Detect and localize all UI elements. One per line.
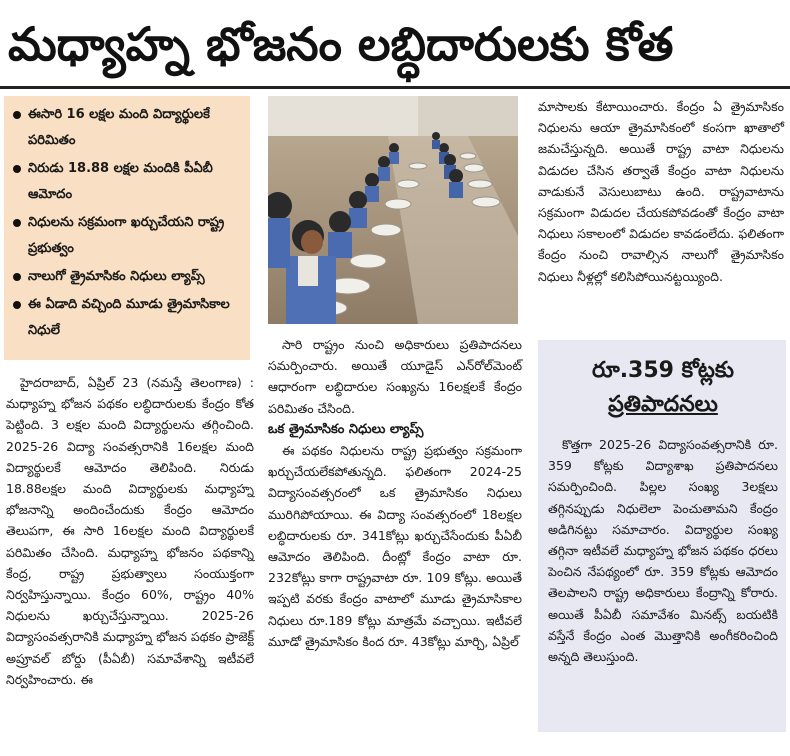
photo-illustration xyxy=(268,96,518,324)
highlight-item: ఈసారి 16 లక్షల మంది విద్యార్థులకే పరిమితం xyxy=(10,102,244,154)
highlight-item: నిధులను సక్రమంగా ఖర్చుచేయని రాష్ట్ర ప్రభుత్వం xyxy=(10,210,244,262)
highlight-item: నాలుగో త్రైమాసికం నిధులు ల్యాప్స్ xyxy=(10,264,244,290)
article-paragraph: హైదరాబాద్, ఏప్రిల్ 23 (నమస్తే తెలంగాణ) : మధ్యాహ్న భోజన పథకం లబ్ధిదారులకు కేంద్రం కోత పెట్టింది. 3 లక్షల మంది విద్యార్థులను తగ్గించింది. 2025-26 విద్యా సంవత్సరానికి 16లక్షల మంది విద్యార్థులకే ఆమోదం తెలిపింది. నిరుడు 18.88లక్షల మంది విద్యార్థులకు మధ్యాహ్న భోజనాన్ని అందించేందుకు కేంద్రం ఆమోదం తెలుపగా, ఈ సారి 16లక్షల మంది విద్యార్థులకే పరిమితం చేసింది. మధ్యాహ్న భోజనం పథకాన్ని కేంద్ర, రాష్ట్ర ప్రభుత్వాలు సంయుక్తంగా నిర్వహిస్తున్నాయి. కేంద్రం 60%, రాష్ట్రం 40% నిధులను ఖర్చుచేస్తున్నాయి. 2025-26 విద్యాసంవత్సరానికి మధ్యాహ్న భోజన పథకం ప్రాజెక్ట్ అప్రూవల్ బోర్డు (పీఏబీ) సమావేశాన్ని ఇటీవలే నిర్వహించారు. ఈ xyxy=(6,375,254,687)
article-column-1 xyxy=(6,372,254,690)
sidebar-title-line-2: ప్రతిపాదనలు xyxy=(608,392,718,417)
headline: మధ్యాహ్న భోజనం లబ్ధిదారులకు కోత xyxy=(8,17,674,71)
highlights-box xyxy=(4,96,250,360)
highlight-item: ఈ ఏడాది వచ్చింది మూడు త్రైమాసికాల నిధులే xyxy=(10,292,244,344)
article-column-2 xyxy=(268,334,522,652)
article-paragraph: ఈ పథకం నిధులను రాష్ట్ర ప్రభుత్వం సక్రమంగా ఖర్చుచేయలేకపోతున్నది. ఫలితంగా 2024-25 విద్యాసంవత్సరంలో ఒక త్రైమాసికం నిధులు మురిగిపోయాయి. ఈ విద్యా సంవత్సరంలో 18లక్షల లబ్ధిదారులకు రూ. 341కోట్లు ఖర్చుచేసేందుకు పీఏబీ ఆమోదం తెలిపింది. దీంట్లో కేంద్రం వాటా రూ. 232కోట్లు కాగా రాష్ట్రవాటా రూ. 109 కోట్లు. అయితే ఇప్పటి వరకు కేంద్రం వాటాలో మూడు త్రైమాసికాల నిధులు రూ.189 కోట్లు మాత్రమే వచ్చాయి. ఇటీవలే మూడో త్రైమాసికం కింద రూ. 43కోట్లు మార్చి, ఏప్రిల్ xyxy=(268,443,522,649)
article-paragraph: సారి రాష్ట్రం నుంచి అధికారులు ప్రతిపాదనలు సమర్పించారు. అయితే యూడైస్ ఎన్‌రోల్‌మెంట్ ఆధారంగా లబ్ధిదారుల సంఖ్యను 16లక్షలకే కేంద్రం పరిమితం చేసింది. xyxy=(268,337,522,416)
article-paragraph: మాసాలకు కేటాయించారు. కేంద్రం ఏ త్రైమాసికం నిధులను ఆయా త్రైమాసికంలో కంసగా ఖాతాలో జమచేస్తున్నది. అయితే రాష్ట్ర వాటా నిధులను విడుదల చేసిన తర్వాతే కేంద్రం వాటా నిధులను వాడుకునే వెసులుబాటు ఉంది. రాష్ట్రవాటాను సక్రమంగా విడుదల చేయకపోవడంతో కేంద్రం వాటా నిధులు సకాలంలో విడుదల కావడంలేదు. ఫలితంగా కేంద్రం నుంచి రావాల్సిన నాలుగో త్రైమాసికం నిధులు నీళ్లల్లో కలిసిపోయినట్టయ్యింది. xyxy=(538,99,784,284)
students-eating-photo xyxy=(268,96,518,324)
highlights-list xyxy=(10,102,244,344)
section-subheading: ఒక త్రైమాసికం నిధులు ల్యాప్స్ xyxy=(268,421,424,437)
sidebar-box xyxy=(538,340,786,732)
sidebar-paragraph: కొత్తగా 2025-26 విద్యాసంవత్సరానికి రూ. 359 కోట్లకు విద్యాశాఖ ప్రతిపాదనలు సమర్పించింది. పిల్లల సంఖ్య 3లక్షలు తగ్గినప్పుడు నిధులెలా పెంచుతామని కేంద్రం అడిగినట్టు సమాచారం. విద్యార్థుల సంఖ్య తగ్గినా ఇటీవలే మధ్యాహ్న భోజన పథకం ధరలు పెంచిన నేపథ్యంలో రూ. 359 కోట్లకు ఆమోదం తెలపాలని రాష్ట్ర అధికారులు కేంద్రాన్ని కోరారు. అయితే పీఏబీ సమావేశం మినట్స్ బయటికి వస్తేనే కేంద్రం ఎంత మొత్తానికి అంగీకరించింది అన్నది తెలుస్తుంది. xyxy=(548,437,778,665)
highlight-item: నిరుడు 18.88 లక్షల మందికి పీఏబీ ఆమోదం xyxy=(10,156,244,208)
sidebar-box-title xyxy=(548,354,778,422)
article-column-3 xyxy=(538,96,784,287)
sidebar-title-line-1: రూ.359 కోట్లకు xyxy=(591,358,735,383)
sidebar-box-body xyxy=(548,434,778,667)
headline-rule xyxy=(0,86,790,89)
